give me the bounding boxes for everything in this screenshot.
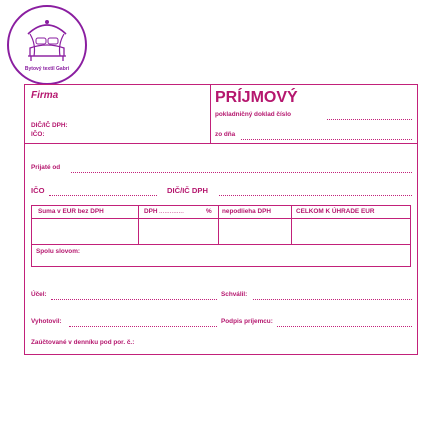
seal-logo bbox=[6, 4, 88, 86]
issued-by-field[interactable] bbox=[69, 326, 217, 327]
recipient-signature-field[interactable] bbox=[277, 326, 412, 327]
amount-table bbox=[31, 205, 411, 267]
amount-in-words-label: Spolu slovom: bbox=[36, 248, 81, 255]
purpose-label: Účel: bbox=[31, 291, 47, 298]
amount-without-vat-cell[interactable] bbox=[32, 219, 138, 244]
document-number-field[interactable] bbox=[327, 119, 412, 120]
purpose-field[interactable] bbox=[51, 299, 217, 300]
payer-dic-field[interactable] bbox=[219, 195, 412, 196]
table-body-line bbox=[32, 244, 410, 245]
col-not-subject-vat: nepodlieha DPH bbox=[222, 208, 272, 215]
receipt-form bbox=[24, 84, 418, 355]
recipient-signature-label: Podpis príjemcu: bbox=[221, 318, 273, 325]
dic-dph-label: DIČ/IČ DPH: bbox=[31, 122, 68, 129]
journal-entry-field[interactable] bbox=[153, 347, 412, 348]
company-label: Firma bbox=[31, 90, 59, 101]
approved-by-label: Schválil: bbox=[221, 291, 248, 298]
total-due-cell[interactable] bbox=[292, 219, 410, 244]
received-from-label: Prijaté od bbox=[31, 164, 61, 171]
document-title: PRÍJMOVÝ bbox=[215, 89, 298, 106]
col-vat-percent: % bbox=[206, 208, 212, 215]
col-vat-dots: .............. bbox=[159, 208, 184, 215]
amount-in-words-field[interactable] bbox=[92, 246, 408, 264]
header-divider bbox=[210, 85, 211, 143]
header-bottom-line bbox=[25, 143, 417, 144]
received-from-field[interactable] bbox=[71, 172, 412, 173]
issued-by-label: Vyhotovil: bbox=[31, 318, 62, 325]
date-field[interactable] bbox=[241, 139, 412, 140]
journal-entry-label: Zaúčtované v denníku pod por. č.: bbox=[31, 339, 135, 346]
col-vat-prefix: DPH bbox=[144, 208, 158, 215]
date-label: zo dňa bbox=[215, 131, 236, 138]
payer-ico-label: IČO bbox=[31, 186, 45, 195]
not-subject-vat-cell[interactable] bbox=[219, 219, 291, 244]
vat-cell[interactable] bbox=[139, 219, 218, 244]
approved-by-field[interactable] bbox=[253, 299, 412, 300]
payer-dic-label: DIČ/IČ DPH bbox=[167, 186, 208, 195]
ico-label: IČO: bbox=[31, 131, 45, 138]
seal-caption: Bytový textil Gabri bbox=[24, 66, 70, 72]
bed-icon bbox=[6, 4, 88, 86]
col-total-due: CELKOM K ÚHRADE EUR bbox=[296, 208, 375, 215]
document-subtitle: pokladničný doklad číslo bbox=[215, 111, 291, 118]
col-amount-without-vat: Suma v EUR bez DPH bbox=[38, 208, 104, 215]
payer-ico-field[interactable] bbox=[49, 195, 157, 196]
